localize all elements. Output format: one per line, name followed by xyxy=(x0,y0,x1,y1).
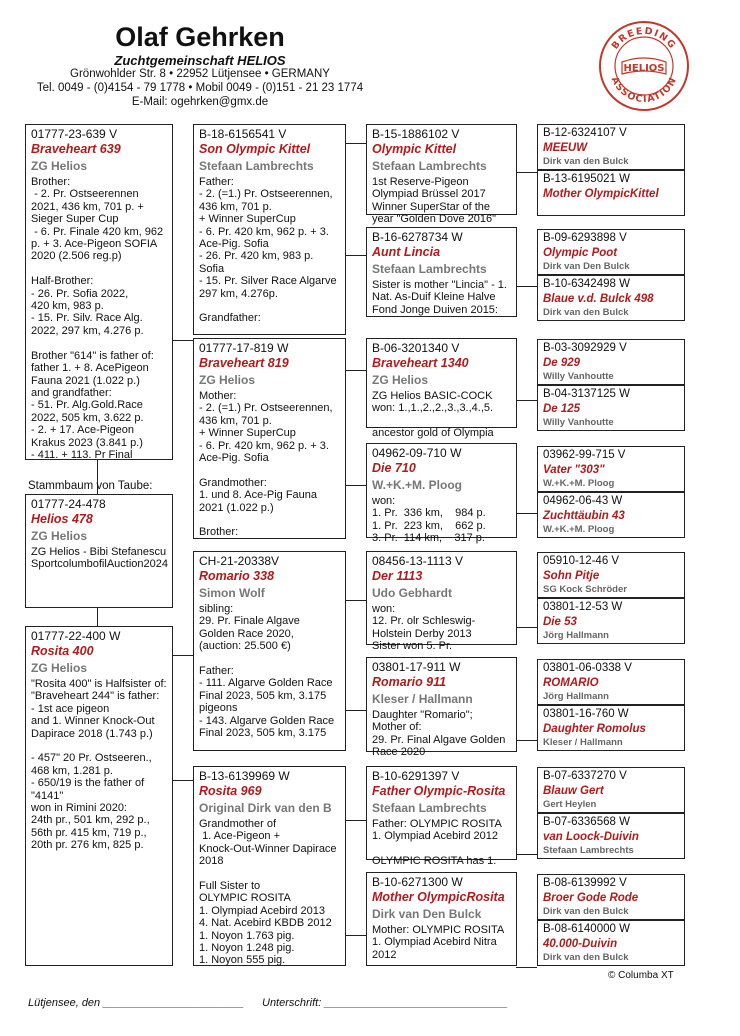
pigeon-info: Mother: OLYMPIC ROSITA 1. Olympiad Acebird Nitra 2012 xyxy=(372,924,505,961)
breeder: Udo Gebhardt xyxy=(372,586,452,600)
breeder: Simon Wolf xyxy=(199,586,265,600)
connector-sire-sd xyxy=(172,340,193,341)
pigeon-info: "Rosita 400" is Halfsister of: "Braveheart 244" is father: - 1st ace pigeon and 1. Winner Knock-Out Dapirace 2018 (1.743 p.) - 457" 20 Pr. Ostseeren., 468 km, 1.281 p. - 650/19 is the father of "4141" won in Rimini 2020: 24th pr., 501 km, 292 p., 56th pr. 415 km, 719 p., 20th pr. 276 km, 825 p. xyxy=(31,678,167,852)
connector-sd-sdd xyxy=(345,485,366,486)
pigeon-info: Father: - 2. (=1.) Pr. Ostseerennen, 436 km, 701 p. + Winner SuperCup - 6. Pr. 420 km, 962 p. + 3. Ace-Pig. Sofia - 26. Pr. 420 km, 983 p. Sofia - 15. Pr. Silver Race Algarve 297 km, 4.276p. Grandfather: xyxy=(199,176,337,325)
connector-sd-sds xyxy=(345,370,366,371)
pigeon-name: Braveheart 819 xyxy=(199,356,289,370)
breeder: Jörg Hallmann xyxy=(543,691,609,702)
pigeon-sire-dam xyxy=(193,338,346,539)
stammbaum-label: Stammbaum von Taube: xyxy=(28,480,153,492)
connector-sdd-g xyxy=(516,513,537,514)
connector-ssd-g xyxy=(516,286,537,287)
breeder-phone: Tel. 0049 - (0)4154 - 79 1778 • Mobil 0049 - (0)151 - 21 23 1774 xyxy=(36,82,364,94)
breeder: Dirk van den Bulck xyxy=(543,156,629,167)
pigeon-dsd xyxy=(366,657,517,759)
ring-number: B-10-6342498 W xyxy=(543,278,630,290)
connector-ss-ssd xyxy=(345,255,366,256)
pigeon-name: Vater "303" xyxy=(543,464,605,476)
pigeon-info: Grandmother of 1. Ace-Pigeon + Knock-Out-Winner Dapirace 2018 Full Sister to OLYMPIC ROSITA 1. Olympiad Acebird 2013 4. Nat. Acebird KBDB 2012 1. Noyon 1.763 pig. 1. Noyon 1.248 pig. 1. Noyon 555 pig. xyxy=(199,818,337,967)
ring-number: 03801-16-760 W xyxy=(543,708,629,720)
breeder: Stefaan Lambrechts xyxy=(372,801,487,815)
connector-dam-ds xyxy=(172,655,193,656)
ring-number: B-07-6336568 W xyxy=(543,816,630,828)
ring-number: B-07-6337270 V xyxy=(543,770,627,782)
connector-dsd-g xyxy=(516,740,537,741)
ring-number: B-08-6140000 W xyxy=(543,923,630,935)
pigeon-name: Sohn Pitje xyxy=(543,570,600,582)
breeder: W.+K.+M. Ploog xyxy=(543,524,615,535)
breeder: SG Kock Schröder xyxy=(543,584,627,595)
pigeon-name: Der 1113 xyxy=(372,569,423,583)
pigeon-info: Mother: - 2. (=1.) Pr. Ostseerennen, 436 km, 701 p. + Winner SuperCup - 6. Pr. 420 km, 962 p. + 3. Ace-Pig. Sofia Grandmother: 1. und 8. Ace-Pig Fauna 2021 (1.022 p.) Brother: xyxy=(199,390,333,539)
ring-number: 01777-24-478 xyxy=(31,497,106,511)
ring-number: 05910-12-46 V xyxy=(543,555,620,567)
ring-number: B-10-6271300 W xyxy=(372,875,463,889)
ring-number: 03962-99-715 V xyxy=(543,449,626,461)
ring-number: 03801-12-53 W xyxy=(543,601,623,613)
pigeon-info: Daughter "Romario"; Mother of: 29. Pr. Final Algave Golden Race 2020 xyxy=(372,709,506,759)
breeder-name: Olaf Gehrken xyxy=(115,22,285,52)
pigeon-name: MEEUW xyxy=(543,142,588,154)
pigeon-g5 xyxy=(537,339,685,385)
connector-dds-g xyxy=(516,854,537,855)
breeder: Original Dirk van den B xyxy=(199,801,332,815)
breeder: Dirk van den Bulck xyxy=(543,952,629,963)
ring-number: CH-21-20338V xyxy=(199,554,280,568)
breeder: ZG Helios xyxy=(31,159,88,173)
ring-number: B-18-6156541 V xyxy=(199,127,287,141)
footer-place-date: Lütjensee, den _______________________ xyxy=(28,997,244,1009)
breeder: ZG Helios xyxy=(31,529,88,543)
pigeon-g8 xyxy=(537,492,685,538)
pigeon-info: ZG Helios - Bibi Stefanescu SportcolumbofilAuction2024 xyxy=(31,546,168,571)
ring-number: B-12-6324107 V xyxy=(543,127,627,139)
pigeon-name: ROMARIO xyxy=(543,677,599,689)
ring-number: B-06-3201340 V xyxy=(372,341,460,355)
breeder: Kleser / Hallmann xyxy=(372,692,473,706)
breeder: Willy Vanhoutte xyxy=(543,371,614,382)
pigeon-info: Sister is mother "Lincia" - 1. Nat. As-Duif Kleine Halve Fond Jonge Duiven 2015: xyxy=(372,279,507,316)
pigeon-name: De 125 xyxy=(543,403,581,415)
connector-dd-dds xyxy=(345,820,366,821)
pigeon-g4 xyxy=(537,275,685,321)
breeder: Dirk van den Bulck xyxy=(543,307,629,318)
ring-number: 04962-09-710 W xyxy=(372,446,462,460)
pigeon-dam xyxy=(25,626,173,966)
pigeon-name: Die 710 xyxy=(372,461,416,475)
breeder: W.+K.+M. Ploog xyxy=(543,478,615,489)
pigeon-name: De 929 xyxy=(543,357,581,369)
pigeon-info: Brother: - 2. Pr. Ostseerennen 2021, 436 km, 701 p. + Sieger Super Cup - 6. Pr. Finale 420 km, 962 p. + 3. Ace-Pigeon SOFIA 2020 (2.506 reg.p) Half-Brother: - 26. Pr. Sofia 2022, 420 km, 983 p. - 15. Pr. Silv. Race Alg. 2022, 297 km, 4.276 p. Brother "614" is father of: father 1. + 8. AcePigeon Fauna 2021 (1.022 p.) and grandfather: - 51. Pr. Alg.Gold.Race 2022, 505 km, 3.622 p. - 2. + 17. Ace-Pigeon Krakus 2023 (3.841 p.) - 411. + 113. Pr Final xyxy=(31,176,164,461)
pigeon-info: 1st Reserve-Pigeon Olympiad Brüssel 2017 Winner SuperStar of the year "Golden Dove 2016" xyxy=(372,176,496,226)
pigeon-name: Zuchttäubin 43 xyxy=(543,510,625,522)
pigeon-name: Blaue v.d. Bulck 498 xyxy=(543,293,654,305)
pigeon-g14 xyxy=(537,813,685,859)
pigeon-info: won: 12. Pr. olr Schleswig- Holstein Derby 2013 Sister won 5. Pr. xyxy=(372,603,476,653)
breeder: Dirk van den Bulck xyxy=(543,906,629,917)
pigeon-name: Braveheart 639 xyxy=(31,142,121,156)
pigeon-name: 40.000-Duivin xyxy=(543,938,618,950)
breeder: Stefaan Lambrechts xyxy=(372,159,487,173)
pigeon-g2 xyxy=(537,170,685,216)
pigeon-name: Olympic Poot xyxy=(543,247,618,259)
pigeon-sdd xyxy=(366,443,517,545)
pigeon-name: Father Olympic-Rosita xyxy=(372,784,506,798)
ring-number: B-13-6139969 W xyxy=(199,769,290,783)
breeder: ZG Helios xyxy=(31,661,88,675)
breeder: Jörg Hallmann xyxy=(543,630,609,641)
pigeon-name: Romario 338 xyxy=(199,569,275,583)
breeder-subtitle: Zuchtgemeinschaft HELIOS xyxy=(114,53,286,68)
connector-dam-dd xyxy=(172,780,193,781)
breeder-email: E-Mail: ogehrken@gmx.de xyxy=(131,96,269,108)
pigeon-info: sibling: 29. Pr. Finale Algave Golden Race 2020, (auction: 25.500 €) Father: - 111. Algarve Golden Race Final 2023, 505 km, 3.175 pigeons - 143. Algarve Golden Race Final 2023, 505 km, 3.175 xyxy=(199,603,335,740)
ring-number: 03801-17-911 W xyxy=(372,660,461,674)
pigeon-name: Blauw Gert xyxy=(543,785,604,797)
connector-ss-sss xyxy=(345,143,366,144)
ring-number: B-15-1886102 V xyxy=(372,127,460,141)
helios-logo xyxy=(598,20,690,112)
pigeon-g10 xyxy=(537,598,685,644)
pigeon-ssd xyxy=(366,227,517,317)
svg-text:ASSOCIATION xyxy=(609,75,680,105)
breeder: Dirk van Den Bulck xyxy=(372,907,482,921)
logo-center-text: HELIOS xyxy=(623,63,665,74)
connector-ds-dss xyxy=(345,600,366,601)
pigeon-g3 xyxy=(537,229,685,275)
pigeon-dss xyxy=(366,551,517,653)
pigeon-name: Rosita 969 xyxy=(199,784,262,798)
breeder-address: Grönwohlder Str. 8 • 22952 Lütjensee • GERMANY xyxy=(70,68,330,80)
pigeon-g13 xyxy=(537,767,685,813)
pigeon-g15 xyxy=(537,874,685,920)
ring-number: B-13-6195021 W xyxy=(543,173,630,185)
connector-ds-dsd xyxy=(345,710,366,711)
breeder: Willy Vanhoutte xyxy=(543,417,614,428)
breeder: ZG Helios xyxy=(372,373,429,387)
pigeon-name: Romario 911 xyxy=(372,675,447,689)
connector-subject-dam xyxy=(97,608,98,626)
breeder: Stefaan Lambrechts xyxy=(372,262,487,276)
ring-number: B-10-6291397 V xyxy=(372,769,460,783)
breeder: Gert Heylen xyxy=(543,799,597,810)
breeder: Stefaan Lambrechts xyxy=(199,159,314,173)
ring-number: B-08-6139992 V xyxy=(543,877,627,889)
ring-number: 01777-23-639 V xyxy=(31,127,118,141)
pigeon-g16 xyxy=(537,920,685,966)
pigeon-name: Broer Gode Rode xyxy=(543,892,639,904)
pigeon-info: ZG Helios BASIC-COCK won: 1.,1.,2.,2.,3.,3.,4.,5. ancestor gold of Olympia xyxy=(372,390,494,440)
ring-number: B-09-6293898 V xyxy=(543,232,627,244)
breeder: Dirk van Den Bulck xyxy=(543,261,630,272)
pigeon-info: won: 1. Pr. 336 km, 984 p. 1. Pr. 223 km, 662 p. 3. Pr. 114 km, 317 p. xyxy=(372,495,486,545)
pigeon-sire-sire xyxy=(193,124,346,335)
pigeon-ddd xyxy=(366,872,517,966)
pigeon-sire xyxy=(25,124,173,460)
ring-number: 03801-06-0338 V xyxy=(543,662,632,674)
pigeon-dam-dam xyxy=(193,766,346,966)
copyright: © Columba XT xyxy=(608,970,674,981)
breeder: ZG Helios xyxy=(199,373,256,387)
pigeon-g1 xyxy=(537,124,685,170)
pigeon-sss xyxy=(366,124,517,226)
pigeon-dam-sire xyxy=(193,551,346,751)
ring-number: B-04-3137125 W xyxy=(543,388,630,400)
breeder: W.+K.+M. Ploog xyxy=(372,478,463,492)
pigeon-name: Olympic Kittel xyxy=(372,142,457,156)
pigeon-name: Braveheart 1340 xyxy=(372,356,469,370)
connector-dss-g xyxy=(516,627,537,628)
pigeon-name: Rosita 400 xyxy=(31,644,94,658)
pigeon-g6 xyxy=(537,385,685,431)
ring-number: 08456-13-1113 V xyxy=(372,554,463,568)
pigeon-dds xyxy=(366,766,517,868)
pigeon-g11 xyxy=(537,659,685,705)
pigeon-name: Helios 478 xyxy=(31,512,93,526)
connector-sss-g xyxy=(516,172,537,173)
connector-sds-g xyxy=(516,400,537,401)
ring-number: 04962-06-43 W xyxy=(543,495,623,507)
footer-signature: Unterschrift: ______________________________ xyxy=(262,997,508,1009)
ring-number: 01777-22-400 W xyxy=(31,629,121,643)
pigeon-g12 xyxy=(537,705,685,751)
pigeon-g7 xyxy=(537,446,685,492)
pigeon-sds xyxy=(366,338,517,440)
pigeon-name: Aunt Lincia xyxy=(372,245,441,259)
pigeon-subject xyxy=(25,494,173,608)
pigeon-name: Mother OlympicKittel xyxy=(543,188,659,200)
ring-number: B-03-3092929 V xyxy=(543,342,627,354)
logo-bottom-text: ASSOCIATION xyxy=(608,75,680,106)
pigeon-name: Son Olympic Kittel xyxy=(199,142,311,156)
pigeon-g9 xyxy=(537,552,685,598)
pigeon-name: Mother OlympicRosita xyxy=(372,890,505,904)
pigeon-info: Father: OLYMPIC ROSITA 1. Olympiad Acebird 2012 OLYMPIC ROSITA has 1. xyxy=(372,818,502,868)
connector-ddd-g xyxy=(516,967,537,968)
ring-number: 01777-17-819 W xyxy=(199,341,289,355)
pigeon-name: van Loock-Duivin xyxy=(543,831,639,843)
connector-dd-ddd xyxy=(345,935,366,936)
pigeon-name: Daughter Romolus xyxy=(543,723,646,735)
breeder: Kleser / Hallmann xyxy=(543,737,623,748)
logo-top-text: BREEDING xyxy=(609,25,679,52)
breeder: Stefaan Lambrechts xyxy=(543,845,634,856)
pigeon-name: Die 53 xyxy=(543,616,577,628)
ring-number: B-16-6278734 W xyxy=(372,230,463,244)
